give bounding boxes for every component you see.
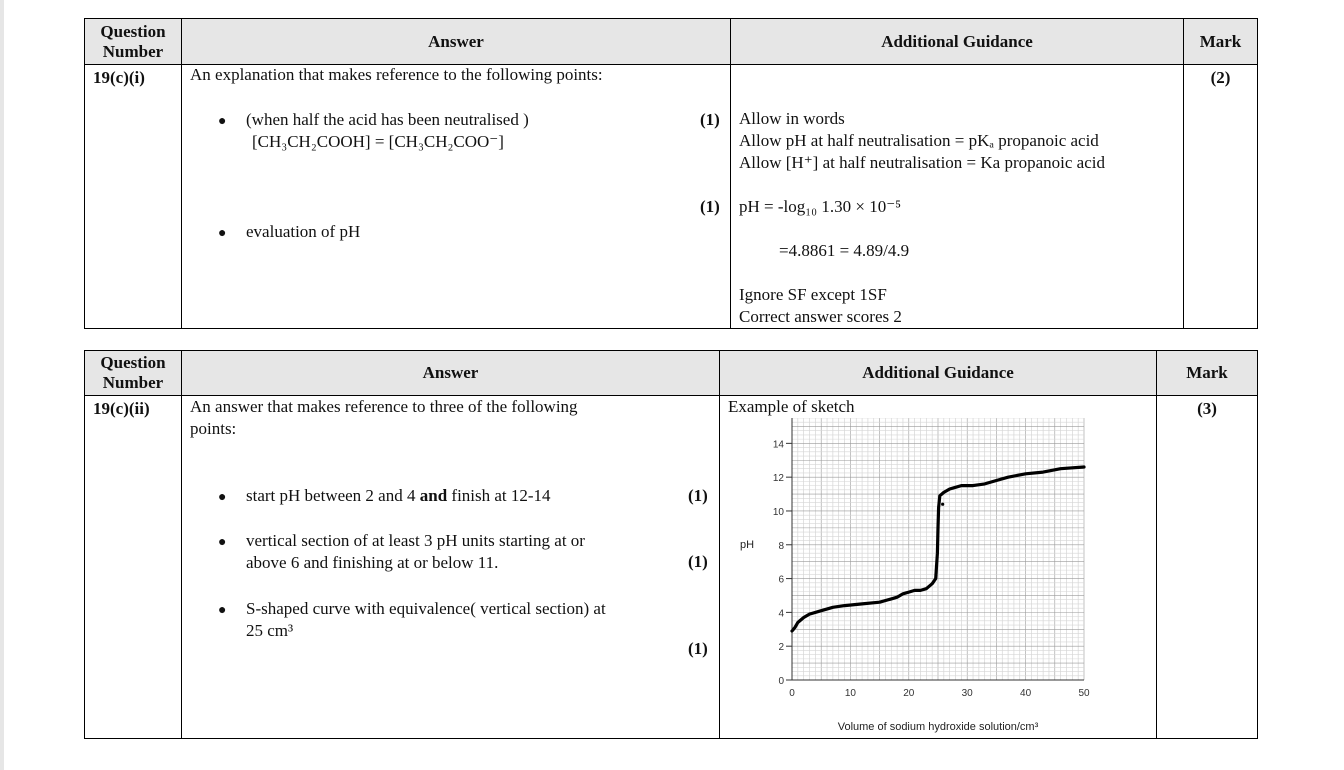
x-tick-label: 10 [844,688,856,699]
answer-point-1-line-2: [CH₃CH₂COOH] = [CH₃CH₂COO⁻] [252,132,504,151]
header-mark: Mark [1184,19,1258,65]
x-tick-label: 50 [1078,688,1090,699]
header-question-number: Question Number [85,19,182,65]
y-tick-label: 8 [778,540,784,552]
bullet-icon: ● [218,226,227,241]
total-mark: (2) [1210,68,1231,87]
answer-point-1-bold: and [419,486,448,505]
x-axis-label: Volume of sodium hydroxide solution/cm³ [837,721,1039,733]
header-answer: Answer [182,19,731,65]
header-answer: Answer [182,351,720,396]
window-edge [0,0,4,770]
answer-point-3-line-1: S-shaped curve with equivalence( vertical section) at [246,599,606,618]
y-axis-label: pH [740,538,755,551]
bullet-icon: ● [218,603,227,618]
answer-intro-line-2: points: [190,419,237,438]
answer-point-2-line-1: vertical section of at least 3 pH units starting at or [246,531,585,550]
titration-sketch-chart [724,418,1134,736]
y-tick-label: 10 [772,506,784,518]
header-additional-guidance: Additional Guidance [720,351,1157,396]
header-mark: Mark [1157,351,1258,396]
y-tick-label: 6 [778,574,784,586]
answer-point-2-mark: (1) [700,197,720,216]
answer-point-1-post: finish at 12-14 [447,486,551,505]
bullet-icon: ● [218,535,227,550]
guidance-cell [731,65,1184,329]
answer-intro-line-1: An answer that makes reference to three of the following [190,397,578,416]
guidance-cell [720,396,1157,739]
answer-point-1 [246,485,551,507]
y-tick-label: 2 [778,642,784,654]
mark-scheme-table-i [84,18,1258,329]
x-tick-label: 40 [1020,688,1032,699]
bullet-icon: ● [218,114,227,129]
answer-point-1-line-1: (when half the acid has been neutralised ) [246,110,529,129]
answer-point-1-mark: (1) [688,486,708,505]
y-tick-label: 14 [772,439,784,451]
answer-point-2-mark: (1) [688,552,708,571]
question-number: 19(c)(i) [93,68,145,87]
mark-cell [1184,65,1258,329]
guidance-line: Ignore SF except 1SF [739,285,887,304]
answer-point-3-mark: (1) [688,639,708,658]
mark-cell [1157,396,1258,739]
guidance-line: Correct answer scores 2 [739,307,902,326]
answer-point-2: evaluation of pH [246,222,361,241]
guidance-line: Allow [H⁺] at half neutralisation = Ka propanoic acid [739,153,1105,172]
answer-cell [182,396,720,739]
y-tick-label: 0 [778,676,784,687]
guidance-calculation: pH = -log₁₀ 1.30 × 10⁻⁵ [739,197,902,216]
x-tick-label: 0 [789,688,795,699]
bullet-icon: ● [218,490,227,505]
header-additional-guidance: Additional Guidance [731,19,1184,65]
x-tick-label: 20 [903,688,915,699]
answer-point-1-mark: (1) [700,110,720,129]
total-mark: (3) [1197,399,1217,418]
y-tick-label: 4 [778,608,784,620]
mark-scheme-table-ii [84,350,1258,739]
guidance-result: =4.8861 = 4.89/4.9 [779,241,910,260]
answer-cell [182,65,731,329]
equivalence-dot [941,503,944,506]
y-tick-label: 12 [772,473,784,485]
header-question-number: Question Number [85,351,182,396]
answer-point-1-pre: start pH between 2 and 4 [246,486,420,505]
answer-point-2-line-2: above 6 and finishing at or below 11. [246,553,499,572]
x-tick-label: 30 [961,688,973,699]
answer-intro: An explanation that makes reference to the following points: [190,65,603,84]
question-number: 19(c)(ii) [93,399,150,418]
answer-point-3-line-2: 25 cm³ [246,621,294,640]
guidance-line: Allow in words [739,109,845,128]
question-number-cell [85,65,182,329]
guidance-title: Example of sketch [728,397,855,416]
guidance-line: Allow pH at half neutralisation = pKₐ propanoic acid [739,131,1099,150]
question-number-cell [85,396,182,739]
